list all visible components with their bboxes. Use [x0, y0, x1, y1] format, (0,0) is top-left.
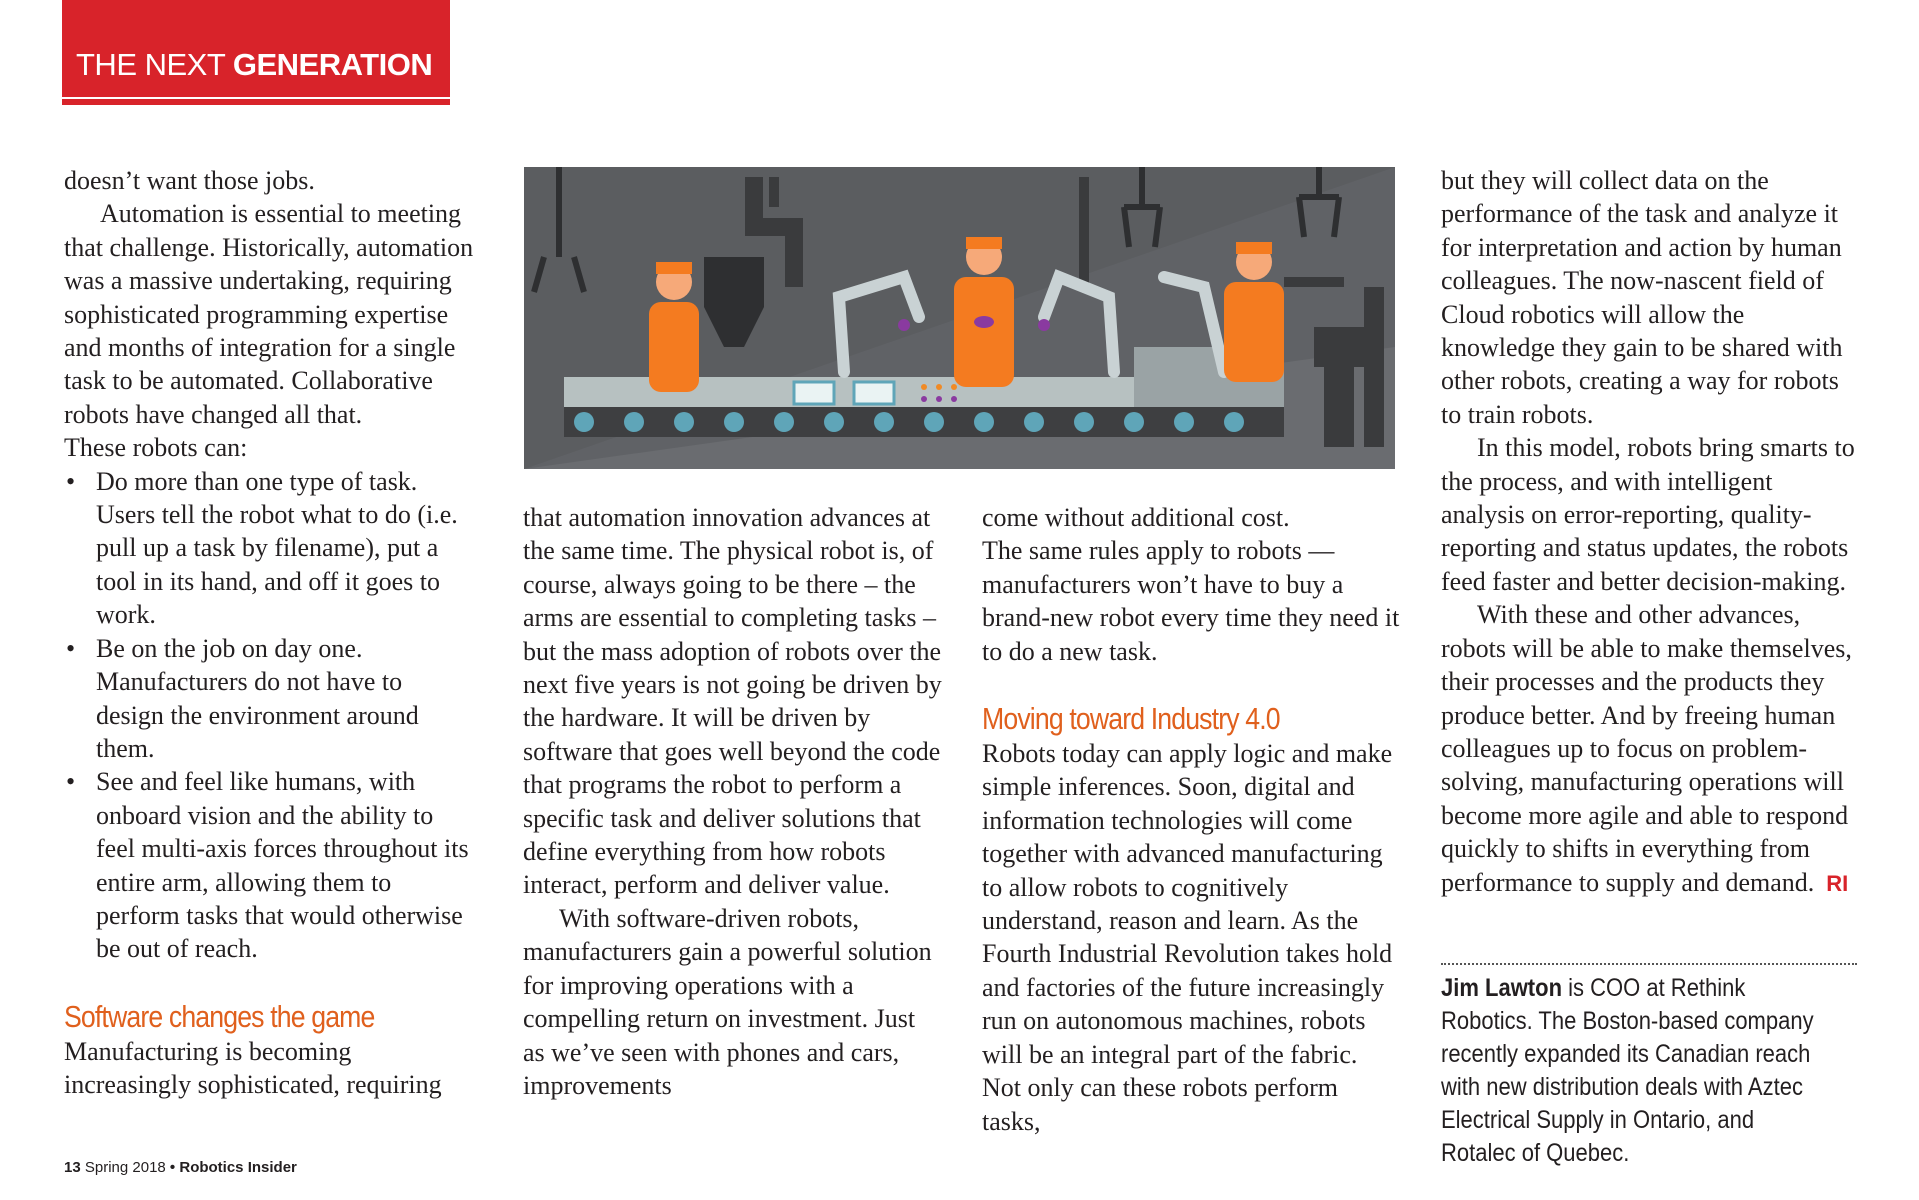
- section-heading: Software changes the game: [64, 998, 375, 1034]
- paragraph: [1441, 598, 1861, 900]
- paragraph: In this model, robots bring smarts to the process, and with intelligent analysis on error-reporting, quality-reporting and status updates, the robots feed faster and better decision-making.: [1441, 433, 1855, 596]
- paragraph: Automation is essential to meeting that challenge. Historically, automation was a massive undertaking, requiring sophisticated programming expertise and months of integration for a single task to be automated. Collaborative robots have changed all that.: [64, 199, 474, 429]
- paragraph: Robots today can apply logic and make simple inferences. Soon, digital and information technologies will come together with advanced manufacturing to allow robots to cognitively understand, reason and learn. As the Fourth Industrial Revolution takes hold and factories of the future increasingly run on autonomous machines, robots will be an integral part of the fabric. Not only can these robots perform tasks,: [982, 739, 1393, 1136]
- section-title-bold: GENERATION: [232, 47, 433, 82]
- bio-divider: [1441, 963, 1857, 965]
- column-4: [1441, 164, 1861, 900]
- paragraph: but they will collect data on the performance of the task and analyze it for interpretation and action by human colleagues. The now-nascent field of Cloud robotics will allow the knowledge they gain to be shared with other robots, creating a way for robots to train robots.: [1441, 166, 1843, 429]
- issue-date: Spring 2018: [80, 1159, 170, 1176]
- publication-name: Robotics Insider: [175, 1159, 297, 1176]
- bullet-list: [64, 465, 474, 966]
- column-3: [982, 501, 1402, 1138]
- paragraph: Manufacturing is becoming increasingly sophisticated, requiring: [64, 1036, 442, 1100]
- paragraph: These robots can:: [64, 433, 248, 463]
- page-number: 13: [64, 1159, 81, 1176]
- bullet-item: • Do more than one type of task. Users tell the robot what to do (i.e. pull up a task by filename), put a tool in its hand, and off it goes to work.: [64, 465, 474, 632]
- banner-underline: [62, 97, 450, 105]
- paragraph: come without additional cost.: [982, 503, 1290, 532]
- paragraph: With software-driven robots, manufacturers gain a powerful solution for improving operations with a compelling return on investment. Just as we’ve seen with phones and cars, improvements: [523, 903, 932, 1100]
- paragraph: The same rules apply to robots — manufacturers won’t have to buy a brand-new robot every time they need it to do a new task.: [982, 536, 1400, 666]
- column-1: [64, 164, 474, 1102]
- bullet-item: • See and feel like humans, with onboard vision and the ability to feel multi-axis forces throughout its entire arm, allowing them to perform tasks that would otherwise be out of reach.: [64, 765, 474, 965]
- paragraph-text: With these and other advances, robots will be able to make themselves, their processes and the products they produce better. And by freeing human colleagues up to focus on problem-solving, manufacturing operations will become more agile and able to respond quickly to shifts in everything from performance to supply and demand.: [1441, 600, 1852, 897]
- bullet-item: • Be on the job on day one. Manufacturers do not have to design the environment around them.: [64, 632, 474, 766]
- author-name: Jim Lawton: [1441, 974, 1563, 1002]
- column-2: [523, 501, 943, 1102]
- page-footer: [64, 1159, 297, 1176]
- footer-bullet: •: [169, 1159, 176, 1176]
- end-mark-logo: RI: [1826, 870, 1849, 896]
- section-heading: Moving toward Industry 4.0: [982, 701, 1280, 737]
- paragraph: that automation innovation advances at the same time. The physical robot is, of course, always going to be there – the arms are essential to completing tasks – but the mass adoption of robots over the next five years is not going be driven by the hardware. It will be driven by software that goes well beyond the code that programs the robot to perform a specific task and deliver solutions that define everything from how robots interact, perform and deliver value.: [523, 503, 942, 900]
- paragraph: doesn’t want those jobs.: [64, 166, 315, 195]
- section-title-light: THE NEXT: [76, 47, 233, 82]
- author-bio: [1441, 972, 1819, 1170]
- section-title: [76, 47, 432, 83]
- author-bio-text: is COO at Rethink Robotics. The Boston-based company recently expanded its Canadian reach with new distribution deals with Aztec Electrical Supply in Ontario, and Rotalec of Quebec.: [1441, 974, 1814, 1167]
- factory-robots-illustration: [524, 167, 1395, 469]
